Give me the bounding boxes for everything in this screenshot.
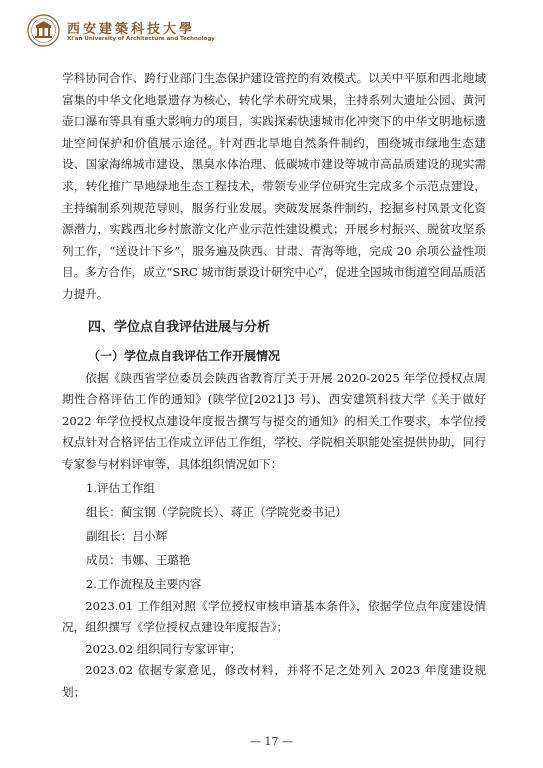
paragraph-step-3: 2023.02 依据专家意见，修改材料，并将不足之处列入 2023 年度建设规划； — [62, 663, 486, 699]
list-item-leader: 组长：蔺宝钢（学院院长）、蒋正（学院党委书记） — [86, 504, 347, 519]
university-logo-icon — [27, 14, 60, 47]
paragraph-basis: 依据《陕西省学位委员会陕西省教育厅关于开展 2020-2025 年学位授权点周期性合格评估工作的通知》(陕学位[2021]3 号)、西安建筑科技大学《关于做好 2022 年学位授权点建设年度报告撰写与提交的通知》的相关工作要求，本学位授权点针对合格评估工作成立评估工作组，学校、学院相关职能处室提供协助，同行专家参与材料评审等，具体组织情况如下： — [62, 370, 486, 471]
page-number: — 17 — — [250, 735, 293, 748]
section-heading: 四、学位点自我评估进展与分析 — [88, 319, 271, 335]
university-name-cn: 西安建築科技大學 — [67, 22, 196, 37]
paragraph-continuation: 学科协同合作、跨行业部门生态保护建设管控的有效模式。以关中平原和西北地域富集的中华文化地景遗存为核心，转化学术研究成果，主持系列大遗址公园、黄河壶口瀑布等具有重大影响力的项目，实践探索快速城市化冲突下的中华文明地标遗址空间保护和价值展示途径。针对西北旱地自然条件制约，围绕城市绿地生态建设、国家海绵城市建设、黑臭水体治理、低碳城市建设等城市高品质建设的现实需求，转化推广旱地绿地生态工程技术，带领专业学位研究生完成多个示范点建设，主持编制系列规范导则，服务行业发展。突破发展条件制约，挖掘乡村风景文化资源潜力，实践西北乡村旅游文化产业示范性建设模式；开展乡村振兴、脱贫攻坚系列工作，“送设计下乡”，服务遍及陕西、甘肃、青海等地，完成 20 余项公益性项目。多方合作，成立“SRC 城市街景设计研究中心”，促进全国城市街道空间品质活力提升。 — [62, 71, 486, 301]
paragraph-step-2: 2023.02 组织同行专家评审； — [85, 641, 242, 656]
list-item-flow: 2.工作流程及主要内容 — [86, 576, 202, 591]
document-body — [62, 68, 486, 703]
list-item-deputy: 副组长：吕小辉 — [86, 528, 168, 543]
university-name-en: Xi'an University of Architecture and Technology — [67, 36, 215, 42]
list-item-group: 1.评估工作组 — [86, 480, 156, 495]
subsection-heading: （一）学位点自我评估工作开展情况 — [88, 348, 281, 363]
paragraph-step-1: 2023.01 工作组对照《学位授权审核申请基本条件》，依据学位点年度建设情况，组织撰写《学位授权点建设年度报告》； — [62, 598, 486, 635]
list-item-members: 成员：韦娜、王璐艳 — [86, 552, 191, 567]
